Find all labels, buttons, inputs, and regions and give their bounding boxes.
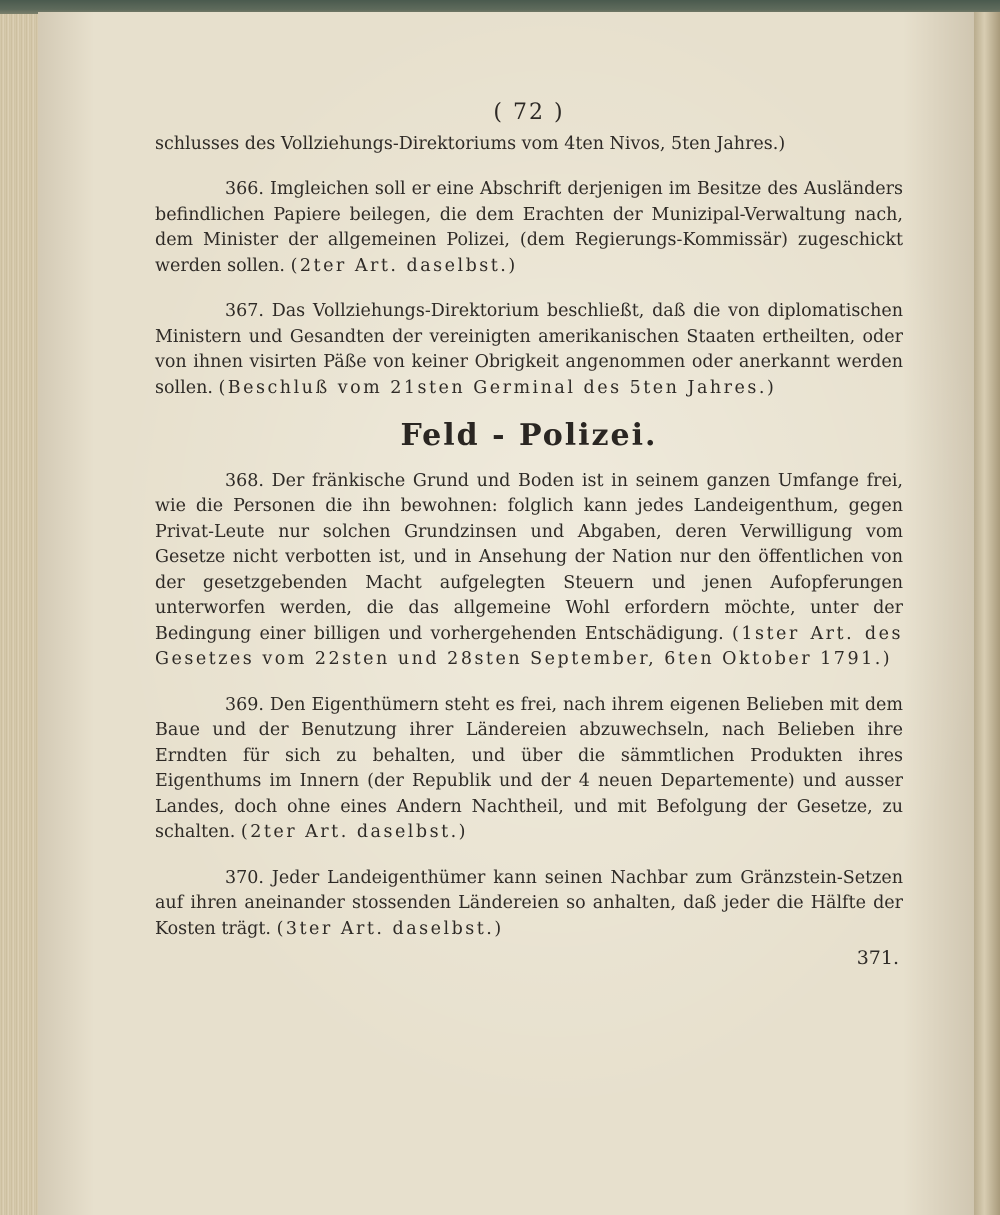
paragraph-reference: (1ster Art. des Gesetzes vom 22sten und 28sten September, 6ten Oktober 1791.) [155, 623, 903, 669]
paragraph-370 [155, 866, 903, 943]
paragraph-369 [155, 693, 903, 846]
paragraph-reference: (2ter Art. daselbst.) [290, 255, 518, 276]
paragraph-text: 370. Jeder Landeigenthümer kann seinen Nachbar zum Gränzstein-Setzen auf ihren aneinander stossenden Ländereien so anhalten, daß jeder die Hälfte der Kosten trägt. [155, 867, 903, 939]
paragraph-367 [155, 299, 903, 401]
paragraph-368 [155, 469, 903, 673]
paragraph-text: 369. Den Eigenthümern steht es frei, nach ihrem eigenen Belieben mit dem Baue und der Benutzung ihrer Ländereien abzuwechseln, nach Belieben ihre Erndten für sich zu behalten, und über die sämmtlichen Produkten ihres Eigenthums im Innern (der Republik und der 4 neuen Departemente) und ausser Landes, doch ohne eines Andern Nachtheil, und mit Befolgung der Gesetze, zu schalten. [155, 694, 903, 842]
page-text [155, 100, 903, 972]
page-number: ( 72 ) [493, 100, 565, 125]
paragraph-reference: (Beschluß vom 21sten Germinal des 5ten Jahres.) [218, 377, 777, 398]
paragraph-366 [155, 177, 903, 279]
paragraph-continuation [155, 132, 903, 158]
paragraph-reference: (2ter Art. daselbst.) [240, 822, 469, 842]
paragraph-reference: (3ter Art. daselbst.) [276, 918, 504, 939]
paragraph-text: 368. Der fränkische Grund und Boden ist in seinem ganzen Umfange frei, wie die Personen die ihn bewohnen: folglich kann jedes Landeigenthum, gegen Privat-Leute nur solchen Grundzinsen und Abgaben, deren Verwilligung vom Gesetze nicht verbotten ist, und in Ansehung der Nation nur den öffentlichen von der gesetzgebenden Macht aufgelegten Steuern und jenen Aufopferungen unterworfen werden, die das allgemeine Wohl erfordern möchte, unter der Bedingung einer billigen und vorhergehenden Entschädigung. [155, 470, 903, 644]
catchword: 371. [856, 947, 899, 969]
page-edges-right [974, 12, 1000, 1215]
paragraph-text: 366. Imgleichen soll er eine Abschrift derjenigen im Besitze des Ausländers befindlichen Papiere beilegen, die dem Erachten der Munizipal-Verwaltung nach, dem Minister der allgemeinen Polizei, (dem Regierungs-Kommissär) zugeschickt werden sollen. [155, 179, 903, 276]
page-edges-left [0, 14, 42, 1215]
paragraph-text: schlusses des Vollziehungs-Direktoriums vom 4ten Nivos, 5ten Jahres.) [155, 133, 786, 154]
paragraph-text: 367. Das Vollziehungs-Direktorium beschließt, daß die von diplomatischen Ministern und Gesandten der vereinigten amerikanischen Staaten ertheilten, oder von ihnen visirten Päße von keiner Obrigkeit angenommen oder anerkannt werden sollen. [155, 301, 903, 398]
section-heading: Feld - Polizei. [400, 418, 658, 453]
